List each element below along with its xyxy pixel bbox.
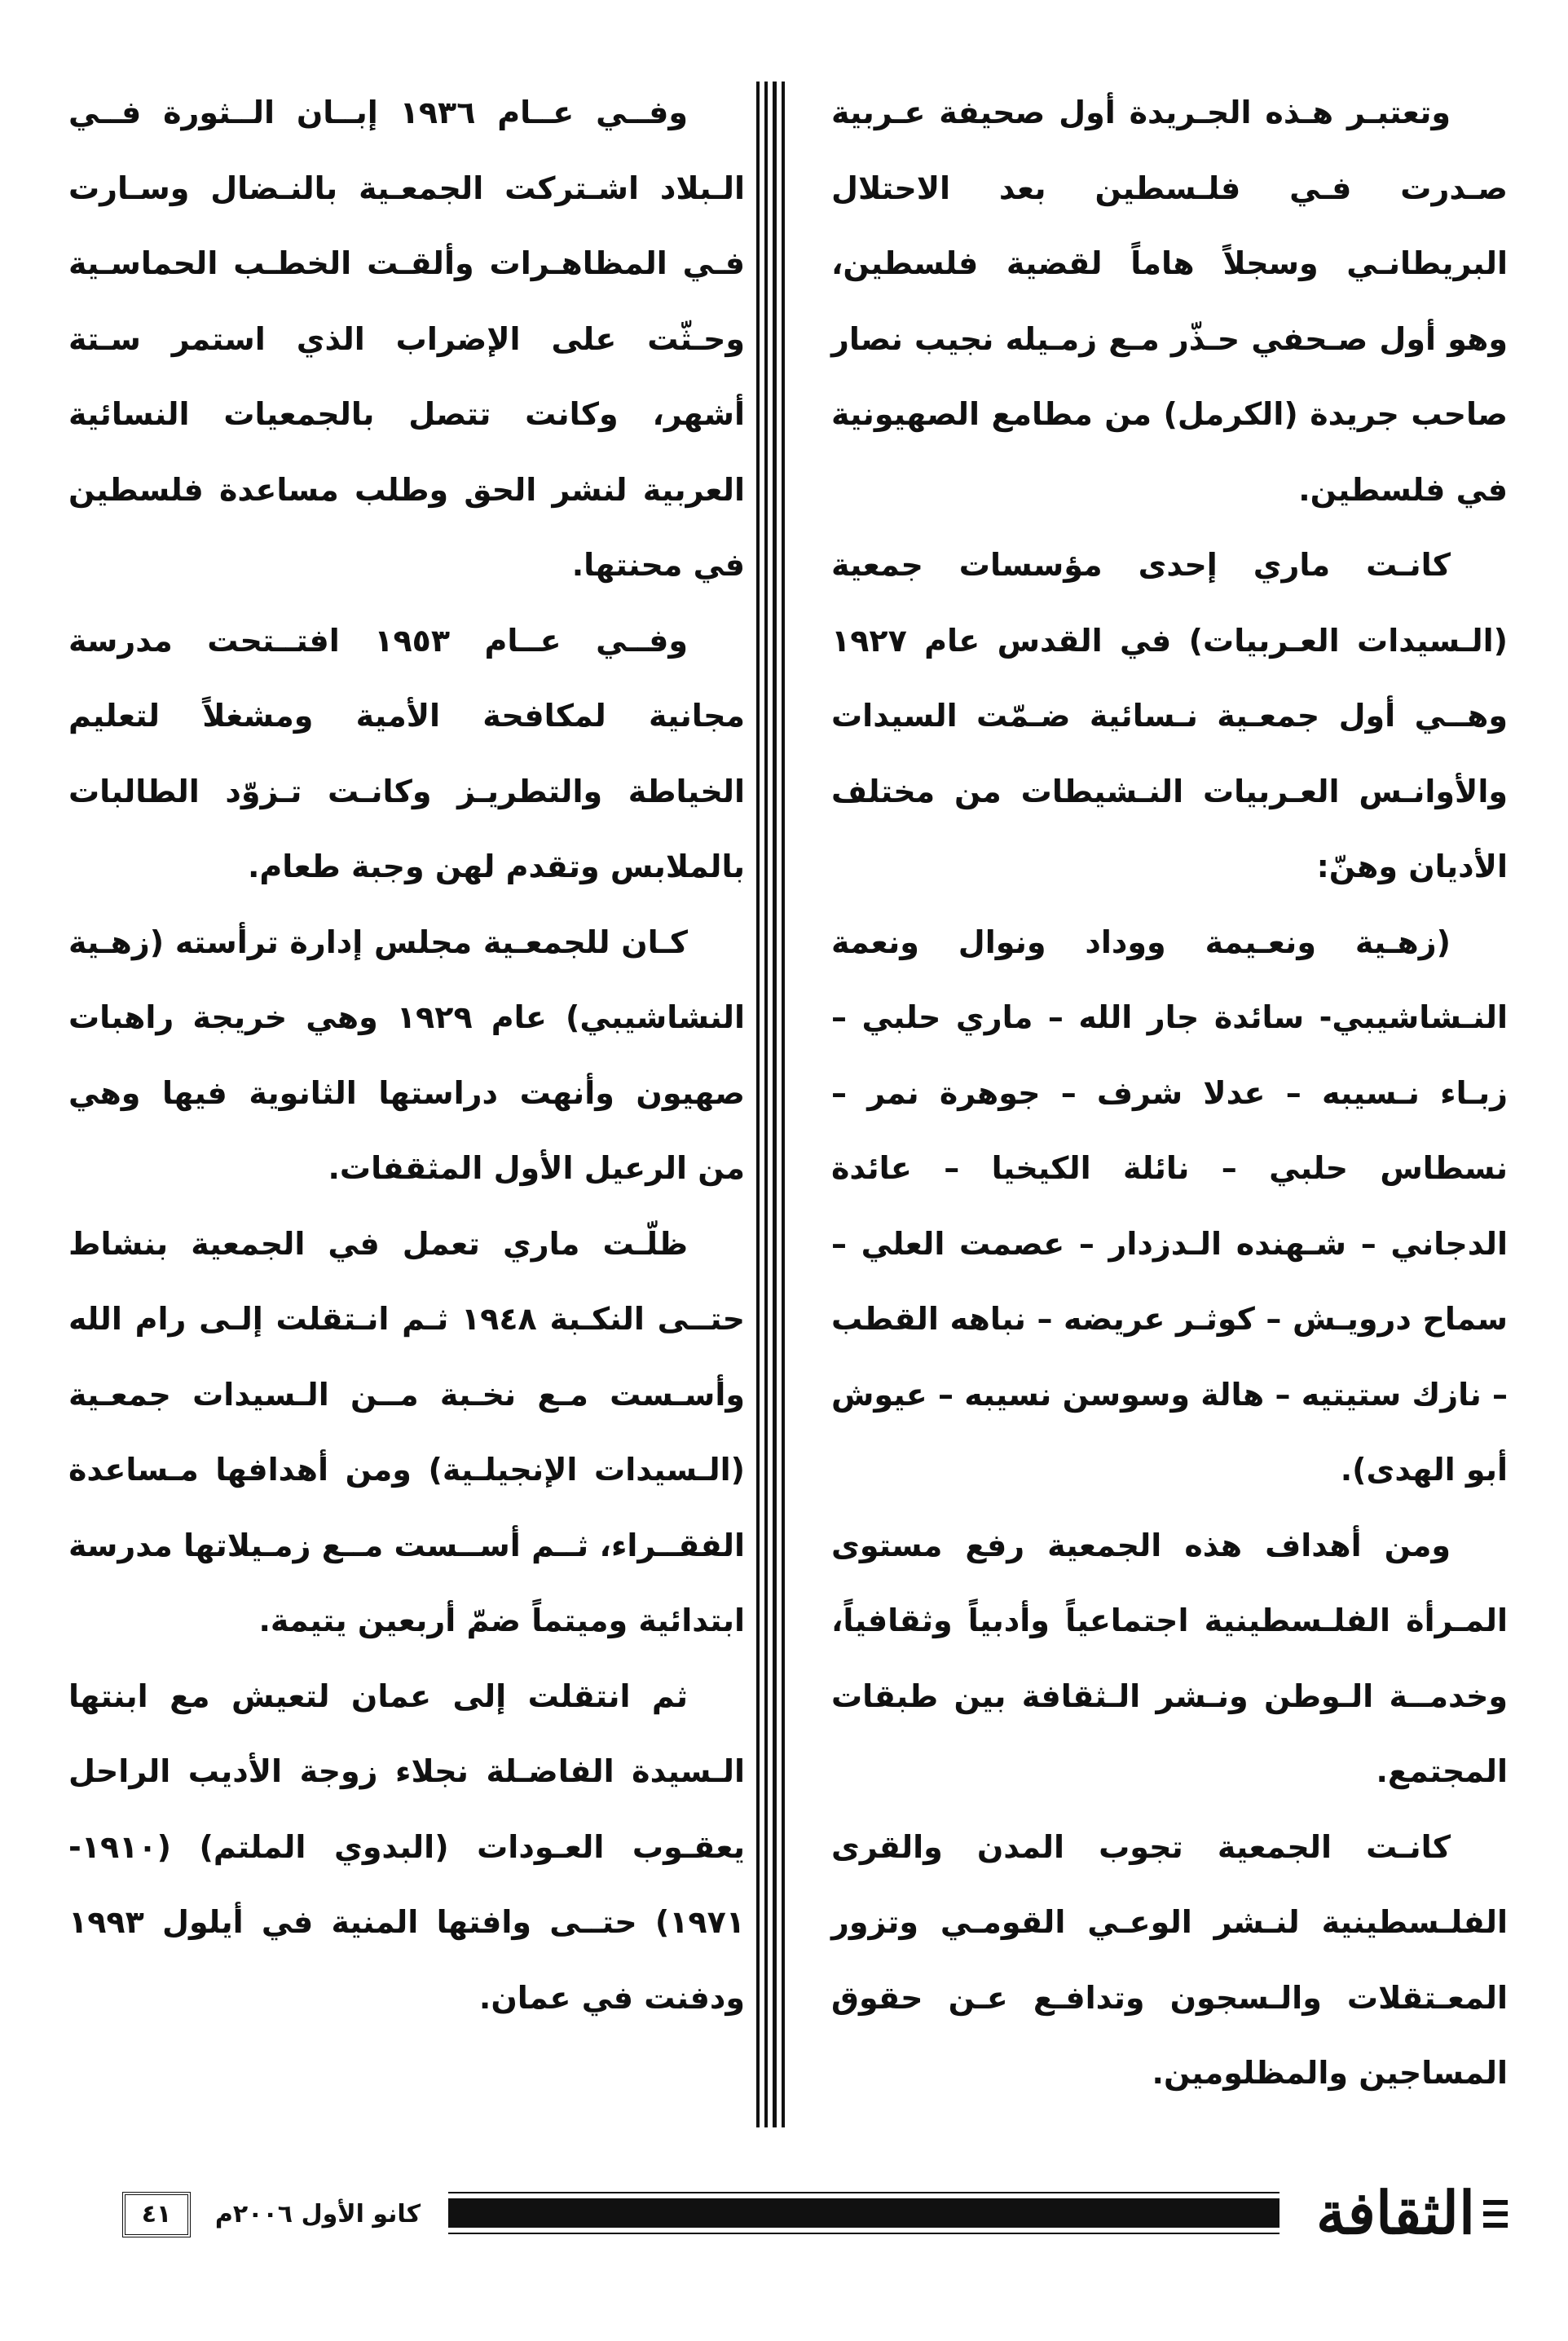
paragraph: وتعتبـر هـذه الجـريدة أول صحيفة عـربية صـدرت فـي فلـسطين بعد الاحتلال البريطانـي وسجلاً هاماً لقضية فلسطين، وهو أول صـحفي حـذّر مـع زمـيله نجيب نصار صاحب جريدة (الكرمل) من مطامع الصهيونية في فلسطين. (831, 95, 1508, 508)
logo-rules (1483, 2200, 1508, 2233)
paragraph: كانـت الجمعية تجوب المدن والقرى الفلـسطينية لنـشر الوعـي القومـي وتزور المعـتقلات والـسجون وتدافـع عـن حقوق المساجين والمظلومين. (831, 1828, 1508, 2091)
paragraph: ظلّـت ماري تعمل في الجمعية بنشاط حتــى النكـبة ١٩٤٨ ثـم انـتقلت إلـى رام الله وأسـست مـع نخـبة مــن الـسيدات جمعـية (الـسيدات الإنجيلـية) ومن أهدافها مـساعدة الفقــراء، ثــم أســست مــع زمـيلاتها مدرسة ابتدائية وميتماً ضمّ أربعين يتيمة. (68, 1225, 745, 1638)
paragraph: (زهـية ونعـيمة ووداد ونوال ونعمة النـشاشيبي- سائدة جار الله – ماري حلبي – زبـاء نـسيبه – عدلا شرف – جوهرة نمر – نسطاس حلبي – نائلة الكيخيا – عائدة الدجاني – شـهنده الـدزدار – عصمت العلي – سماح درويـش – كوثـر عريضه – نباهه القطب – نازك ستيتيه – هالة وسوسن نسيبه – عيوش أبو الهدى). (831, 924, 1508, 1488)
footer-bar (448, 2198, 1280, 2228)
page-number: ٤١ (122, 2192, 191, 2237)
page-footer (122, 2178, 1508, 2247)
divider-rule (764, 82, 768, 2127)
right-column (831, 75, 1508, 2111)
issue-date: كانو الأول ٢٠٠٦م (214, 2200, 421, 2229)
paragraph: كانـت ماري إحدى مؤسسات جمعية (الـسيدات العـربيات) في القدس عام ١٩٢٧ وهــي أول جمعـية نـسائية ضـمّت السيدات والأوانـس العـربيات النـشيطات من مختلف الأديان وهنّ: (831, 547, 1508, 884)
left-column (68, 75, 745, 2035)
divider-rule (756, 82, 760, 2127)
column-divider (756, 82, 787, 2127)
divider-rule (782, 82, 785, 2127)
paragraph: ومن أهداف هذه الجمعية رفع مستوى المـرأة الفلـسطينية اجتماعياً وأدبياً وثقافياً، وخدمــة الـوطن ونـشر الـثقافة بين طبقات المجتمع. (831, 1527, 1508, 1789)
paragraph: وفــي عــام ١٩٥٣ افتــتحت مدرسة مجانية لمكافحة الأمية ومشغلاً لتعليم الخياطة والتطريـز وكانـت تـزوّد الطالبات بالملابس وتقدم لهن وجبة طعام. (68, 622, 745, 884)
paragraph: ثم انتقلت إلى عمان لتعيش مع ابنتها الـسيدة الفاضـلة نجلاء زوجة الأديب الراحل يعقـوب العـودات (البدوي الملتم) (١٩١٠- ١٩٧١) حتــى وافتها المنية في أيلول ١٩٩٣ ودفنت في عمان. (68, 1677, 745, 2016)
paragraph: كـان للجمعـية مجلس إدارة ترأسته (زهـية النشاشيبي) عام ١٩٢٩ وهي خريجة راهبات صهيون وأنهت دراستها الثانوية فيها وهي من الرعيل الأول المثقفات. (68, 924, 745, 1186)
masthead-logo: الثقافة (1315, 2178, 1475, 2247)
divider-rule (773, 82, 777, 2127)
paragraph: وفــي عــام ١٩٣٦ إبــان الــثورة فــي الـبلاد اشـتركت الجمعـية بالنـضال وسـارت فـي المظاهـرات وألقـت الخطـب الحماسـية وحـثّت على الإضراب الذي استمر سـتة أشهر، وكانت تتصل بالجمعيات النسائية العربية لنشر الحق وطلب مساعدة فلسطين في محنتها. (68, 95, 745, 583)
